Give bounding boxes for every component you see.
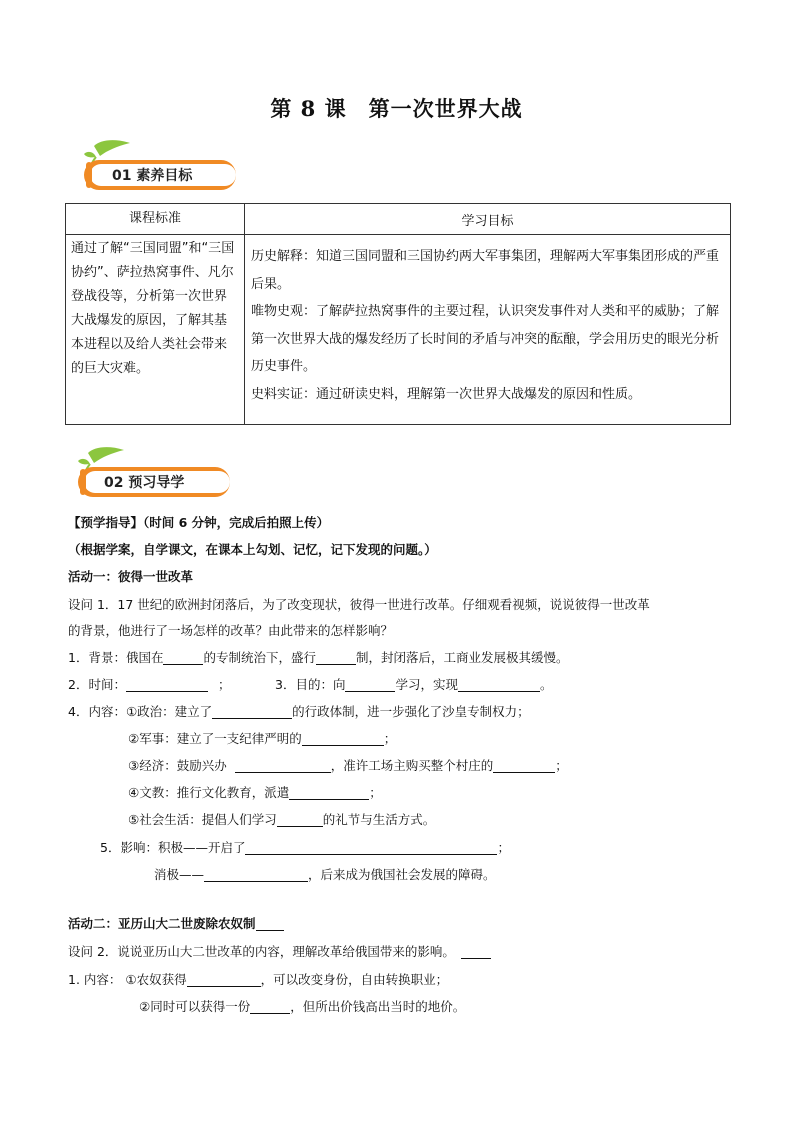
text-segment: 的礼节与生活方式。: [322, 812, 436, 827]
text-segment: 4．内容：①政治：建立了: [68, 704, 213, 719]
fill-blank[interactable]: [187, 972, 261, 987]
text-segment: ，但所出价钱高出当时的地价。: [290, 999, 466, 1014]
content-politics-line: [68, 704, 530, 720]
content2-line2: [139, 999, 465, 1015]
text-segment: 制，封闭落后，工商业发展极其缓慢。: [355, 650, 569, 665]
lesson-number: 第 8 课: [270, 96, 347, 121]
text-segment: 3．目的：向: [275, 677, 346, 692]
effect-positive-line: [100, 840, 510, 856]
banner-number: 01: [112, 168, 132, 184]
table-header-goals: 学习目标: [245, 204, 731, 235]
text-segment: ；: [497, 840, 510, 855]
text-segment: 学习，实现: [395, 677, 458, 692]
banner-label: 素养目标: [136, 168, 193, 184]
guide-heading: 【预学指导】（时间 6 分钟，完成后拍照上传）: [68, 515, 330, 530]
effect-negative-line: [154, 867, 496, 883]
lesson-name: 第一次世界大战: [368, 96, 523, 121]
learning-goals: [245, 235, 731, 425]
text-segment: 。: [539, 677, 553, 692]
goals-table: [65, 203, 731, 425]
content-society-line: [128, 812, 435, 828]
goal-history-interpretation: 历史解释：知道三国同盟和三国协约两大军事集团，理解两大军事集团形成的严重后果。: [251, 249, 720, 292]
text-segment: ②军事：建立了一支纪律严明的: [128, 731, 302, 746]
fill-blank[interactable]: [277, 812, 323, 827]
fill-blank[interactable]: [235, 758, 331, 773]
question1-line2: 的背景，他进行了一场怎样的改革？由此带来的怎样影响？: [68, 623, 394, 638]
text-segment: ，后来成为俄国社会发展的障碍。: [308, 867, 496, 882]
goal-evidence: 史料实证：通过研读史料，理解第一次世界大战爆发的原因和性质。: [251, 386, 642, 402]
question1-line1: 设问 1．17 世纪的欧洲封闭落后，为了改变现状，彼得一世进行改革。仔细观看视频，说说彼得一世改革: [68, 597, 650, 612]
text-segment: 5．影响：积极——开启了: [100, 840, 246, 855]
fill-blank[interactable]: [289, 785, 369, 800]
text-segment: 消极——: [154, 867, 205, 882]
fill-blank[interactable]: [163, 650, 203, 665]
content-military-line: [128, 731, 396, 747]
table-header-standard: 课程标准: [66, 204, 245, 235]
text-segment: 活动二：亚历山大二世废除农奴制: [68, 916, 256, 931]
text-segment: 1．背景：俄国在: [68, 650, 164, 665]
text-segment: ⑤社会生活：提倡人们学习: [128, 812, 277, 827]
text-segment: 的专制统治下，盛行: [203, 650, 316, 665]
banner-label: 预习导学: [128, 475, 185, 491]
guide-note: （根据学案，自学课文，在课本上勾划、记忆，记下发现的问题。）: [68, 542, 437, 557]
banner-number: 02: [104, 475, 124, 491]
section-banner-goals: [72, 140, 242, 184]
page-title: [0, 93, 793, 123]
text-segment: 设问 2．说说亚历山大二世改革的内容，理解改革给俄国带来的影响。: [68, 944, 455, 959]
fill-blank[interactable]: [212, 704, 292, 719]
content-economy-line: [128, 758, 568, 774]
question2-line: [68, 944, 491, 960]
text-segment: 2．时间：: [68, 677, 126, 692]
table-row: [66, 235, 731, 425]
text-segment: ②同时可以获得一份: [139, 999, 251, 1014]
text-segment: 1. 内容： ①农奴获得: [68, 972, 187, 987]
text-segment: ；: [217, 677, 231, 692]
fill-blank[interactable]: [458, 677, 540, 692]
fill-blank[interactable]: [250, 999, 290, 1014]
curriculum-standard: 通过了解“三国同盟”和“三国协约”、萨拉热窝事件、凡尔登战役等，分析第一次世界大战爆发的原因，了解其基本进程以及给人类社会带来的巨大灾难。: [66, 235, 245, 425]
fill-blank[interactable]: [204, 867, 308, 882]
fill-blank[interactable]: [316, 650, 356, 665]
activity2-heading: [68, 916, 284, 932]
text-segment: ③经济：鼓励兴办: [128, 758, 227, 773]
aim-line: [275, 677, 552, 693]
fill-blank[interactable]: [302, 731, 384, 746]
text-segment: ，准许工场主购买整个村庄的: [330, 758, 494, 773]
fill-blank[interactable]: [345, 677, 395, 692]
text-segment: ；: [369, 785, 382, 800]
fill-blank[interactable]: [126, 677, 208, 692]
content2-line1: [68, 972, 448, 988]
goal-historical-materialism: 唯物史观：了解萨拉热窝事件的主要过程，认识突发事件对人类和平的威胁；了解第一次世界大战的爆发经历了长时间的矛盾与冲突的酝酿，学会用历史的眼光分析历史事件。: [251, 304, 720, 374]
fill-blank[interactable]: [256, 916, 284, 931]
text-segment: 的行政体制，进一步强化了沙皇专制权力；: [292, 704, 530, 719]
activity1-heading: 活动一：彼得一世改革: [68, 569, 194, 584]
text-segment: ；: [555, 758, 568, 773]
fill-blank[interactable]: [493, 758, 555, 773]
text-segment: ，可以改变身份，自由转换职业；: [260, 972, 449, 987]
fill-blank[interactable]: [245, 840, 497, 855]
table-header-row: [66, 204, 731, 235]
fill-blank[interactable]: [461, 944, 491, 959]
time-line: [68, 677, 230, 693]
text-segment: ；: [383, 731, 397, 746]
section-banner-preview: [66, 447, 236, 491]
text-segment: ④文教：推行文化教育，派遣: [128, 785, 290, 800]
content-education-line: [128, 785, 382, 801]
background-line: [68, 650, 569, 666]
